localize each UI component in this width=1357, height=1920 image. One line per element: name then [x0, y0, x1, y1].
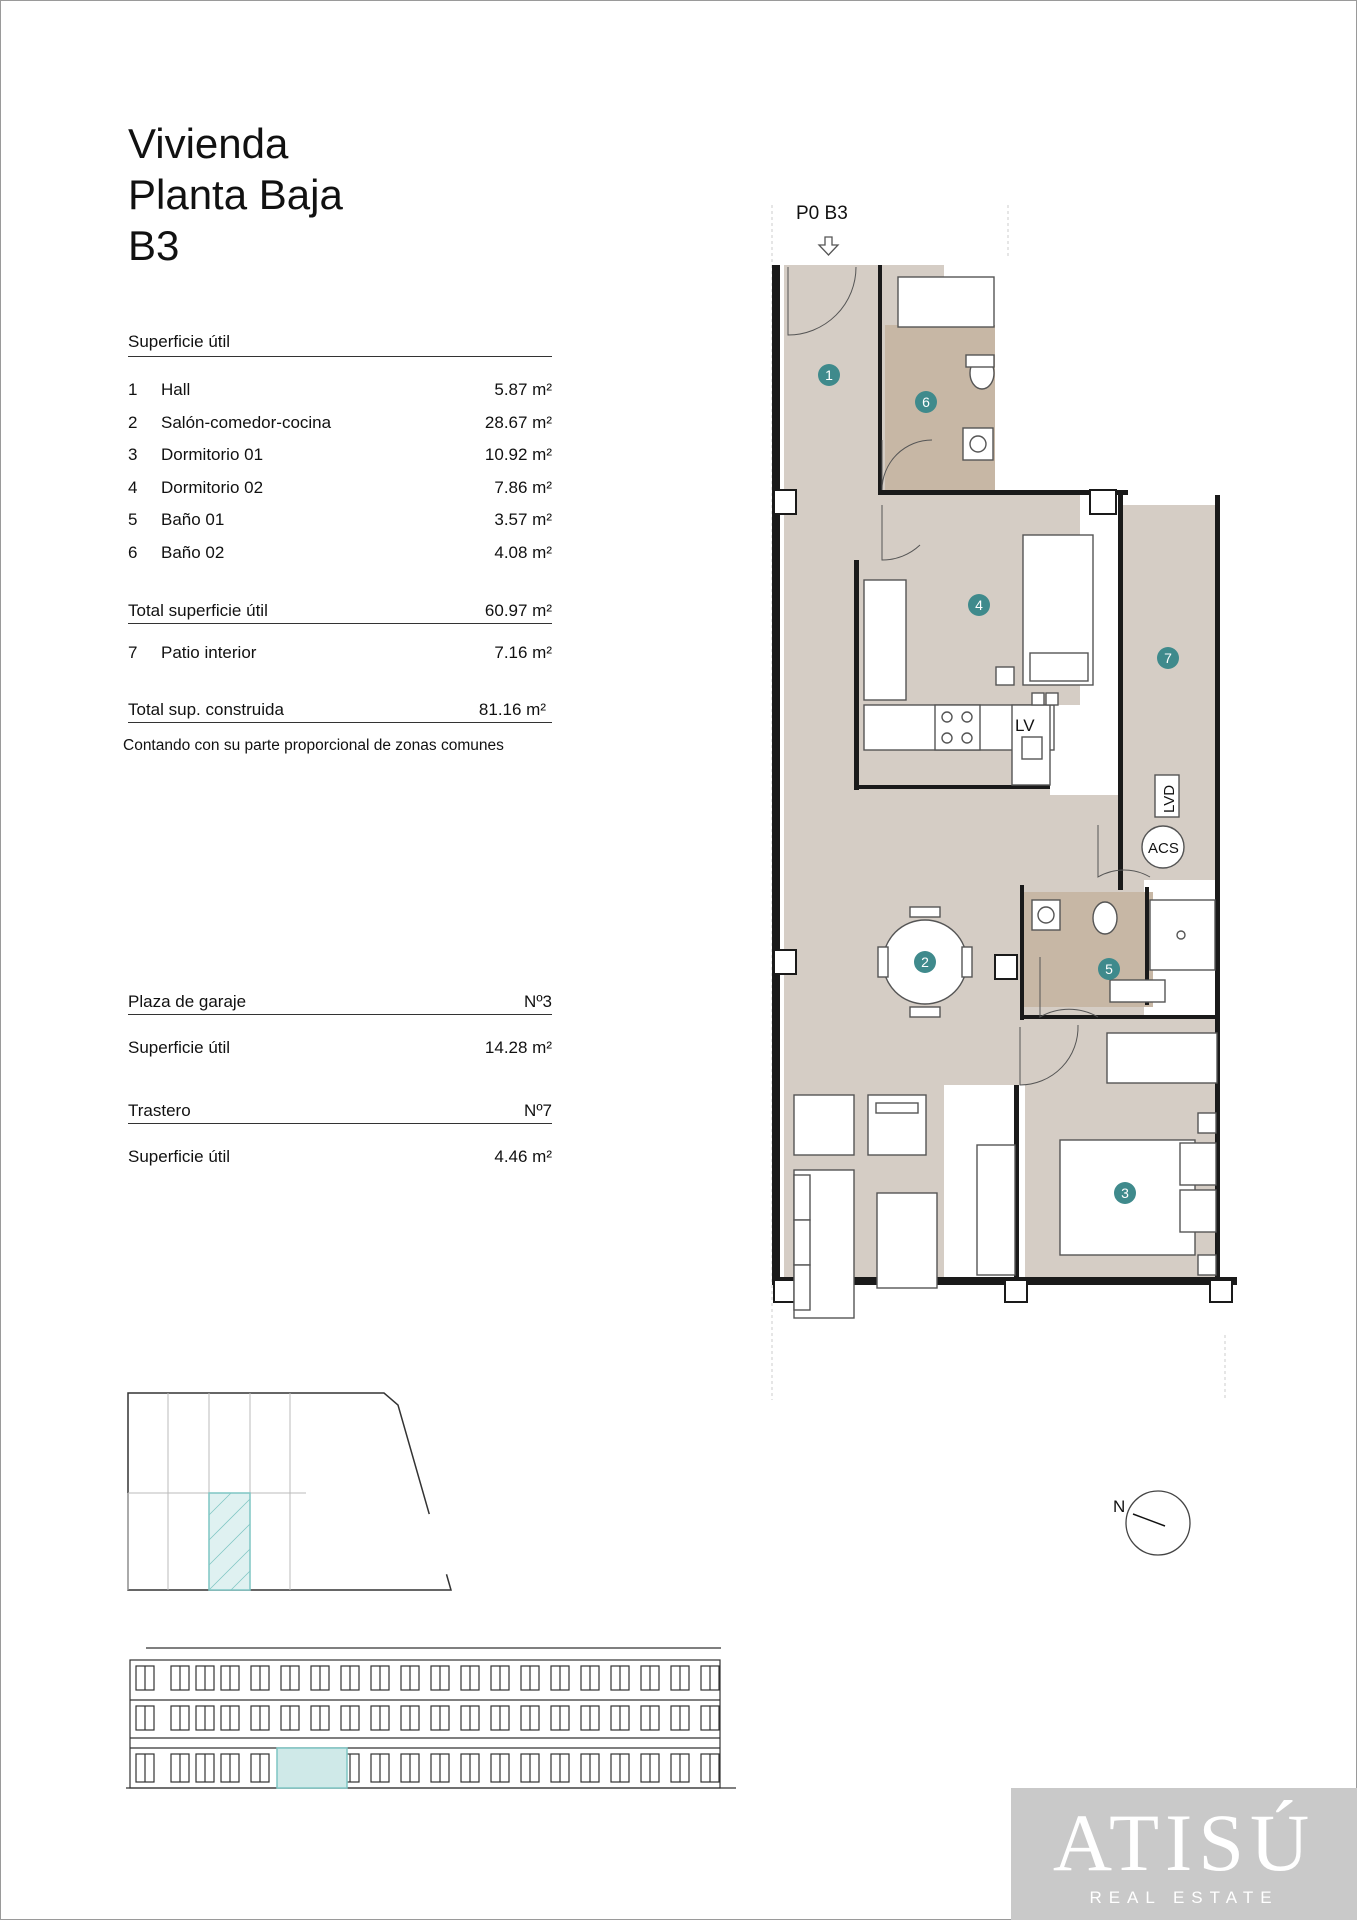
total-useful-label: Total superficie útil — [128, 601, 268, 620]
total-built-label: Total sup. construida — [128, 699, 284, 719]
storage-header — [128, 1101, 552, 1124]
common-areas-note: Contando con su parte proporcional de zonas comunes — [123, 737, 504, 754]
room-row: 2 Salón-comedor-cocina 28.67 m² — [128, 412, 552, 432]
garage-header — [128, 992, 552, 1015]
page-title — [128, 118, 343, 271]
garage-label: Plaza de garaje — [128, 992, 247, 1011]
logo-name: ATISÚ — [1052, 1797, 1316, 1888]
total-built-value: 81.16 m² — [478, 699, 546, 719]
total-useful-row — [128, 601, 552, 624]
garage-table — [128, 992, 552, 1071]
room-row: 1 Hall 5.87 m² — [128, 380, 552, 399]
wardrobe-icon — [864, 580, 906, 700]
wardrobe-03-icon — [1107, 1033, 1217, 1083]
key-plan — [126, 1390, 466, 1600]
garage-surface-row: Superficie útil 14.28 m² — [128, 1038, 552, 1057]
svg-text:3: 3 — [1121, 1185, 1129, 1201]
patio-row: 7 Patio interior 7.16 m² — [128, 643, 552, 662]
brand-logo — [1011, 1788, 1357, 1920]
logo-tagline: REAL ESTATE — [1089, 1888, 1279, 1907]
surface-header: Superficie útil — [128, 332, 552, 357]
room-row: 4 Dormitorio 02 7.86 m² — [128, 477, 552, 497]
room-row: 3 Dormitorio 01 10.92 m² — [128, 445, 552, 464]
bath-01-toilet-icon — [1093, 902, 1117, 934]
north-label: N — [1113, 1497, 1126, 1516]
bathtub-icon — [898, 277, 994, 327]
storage-label: Trastero — [128, 1101, 191, 1120]
svg-text:5: 5 — [1105, 961, 1113, 977]
svg-text:7: 7 — [1164, 650, 1172, 666]
svg-text:6: 6 — [922, 394, 930, 410]
garage-number: Nº3 — [524, 992, 552, 1011]
svg-text:2: 2 — [921, 954, 929, 970]
unit-highlight — [209, 1493, 250, 1590]
washer-label: LV — [1015, 716, 1035, 735]
compass — [1105, 1488, 1195, 1568]
title-line-1: Vivienda — [128, 120, 289, 167]
sideboard-icon — [977, 1145, 1015, 1275]
room-row: 6 Baño 02 4.08 m² — [128, 542, 552, 562]
title-line-2: Planta Baja — [128, 171, 343, 218]
surface-table — [128, 332, 552, 723]
total-useful-value: 60.97 m² — [484, 601, 552, 620]
title-line-3: B3 — [128, 222, 180, 269]
unit-highlight — [277, 1748, 347, 1788]
storage-table — [128, 1101, 552, 1180]
room-row: 5 Baño 01 3.57 m² — [128, 510, 552, 529]
entry-arrow-icon — [819, 237, 838, 255]
armchair-icon — [794, 1095, 854, 1155]
entry-label: P0 B3 — [796, 205, 848, 224]
water-heater-label: ACS — [1148, 840, 1179, 857]
floor-plan — [760, 205, 1240, 1405]
facade-elevation — [126, 1640, 736, 1795]
bath-02-fill — [885, 325, 995, 490]
svg-text:4: 4 — [975, 597, 983, 613]
total-built-row — [128, 700, 552, 723]
coffee-table-icon — [877, 1193, 937, 1288]
storage-number: Nº7 — [524, 1101, 552, 1120]
svg-text:1: 1 — [825, 367, 833, 383]
storage-surface-row: Superficie útil 4.46 m² — [128, 1147, 552, 1166]
washer-dryer-label: LVD — [1161, 784, 1178, 813]
